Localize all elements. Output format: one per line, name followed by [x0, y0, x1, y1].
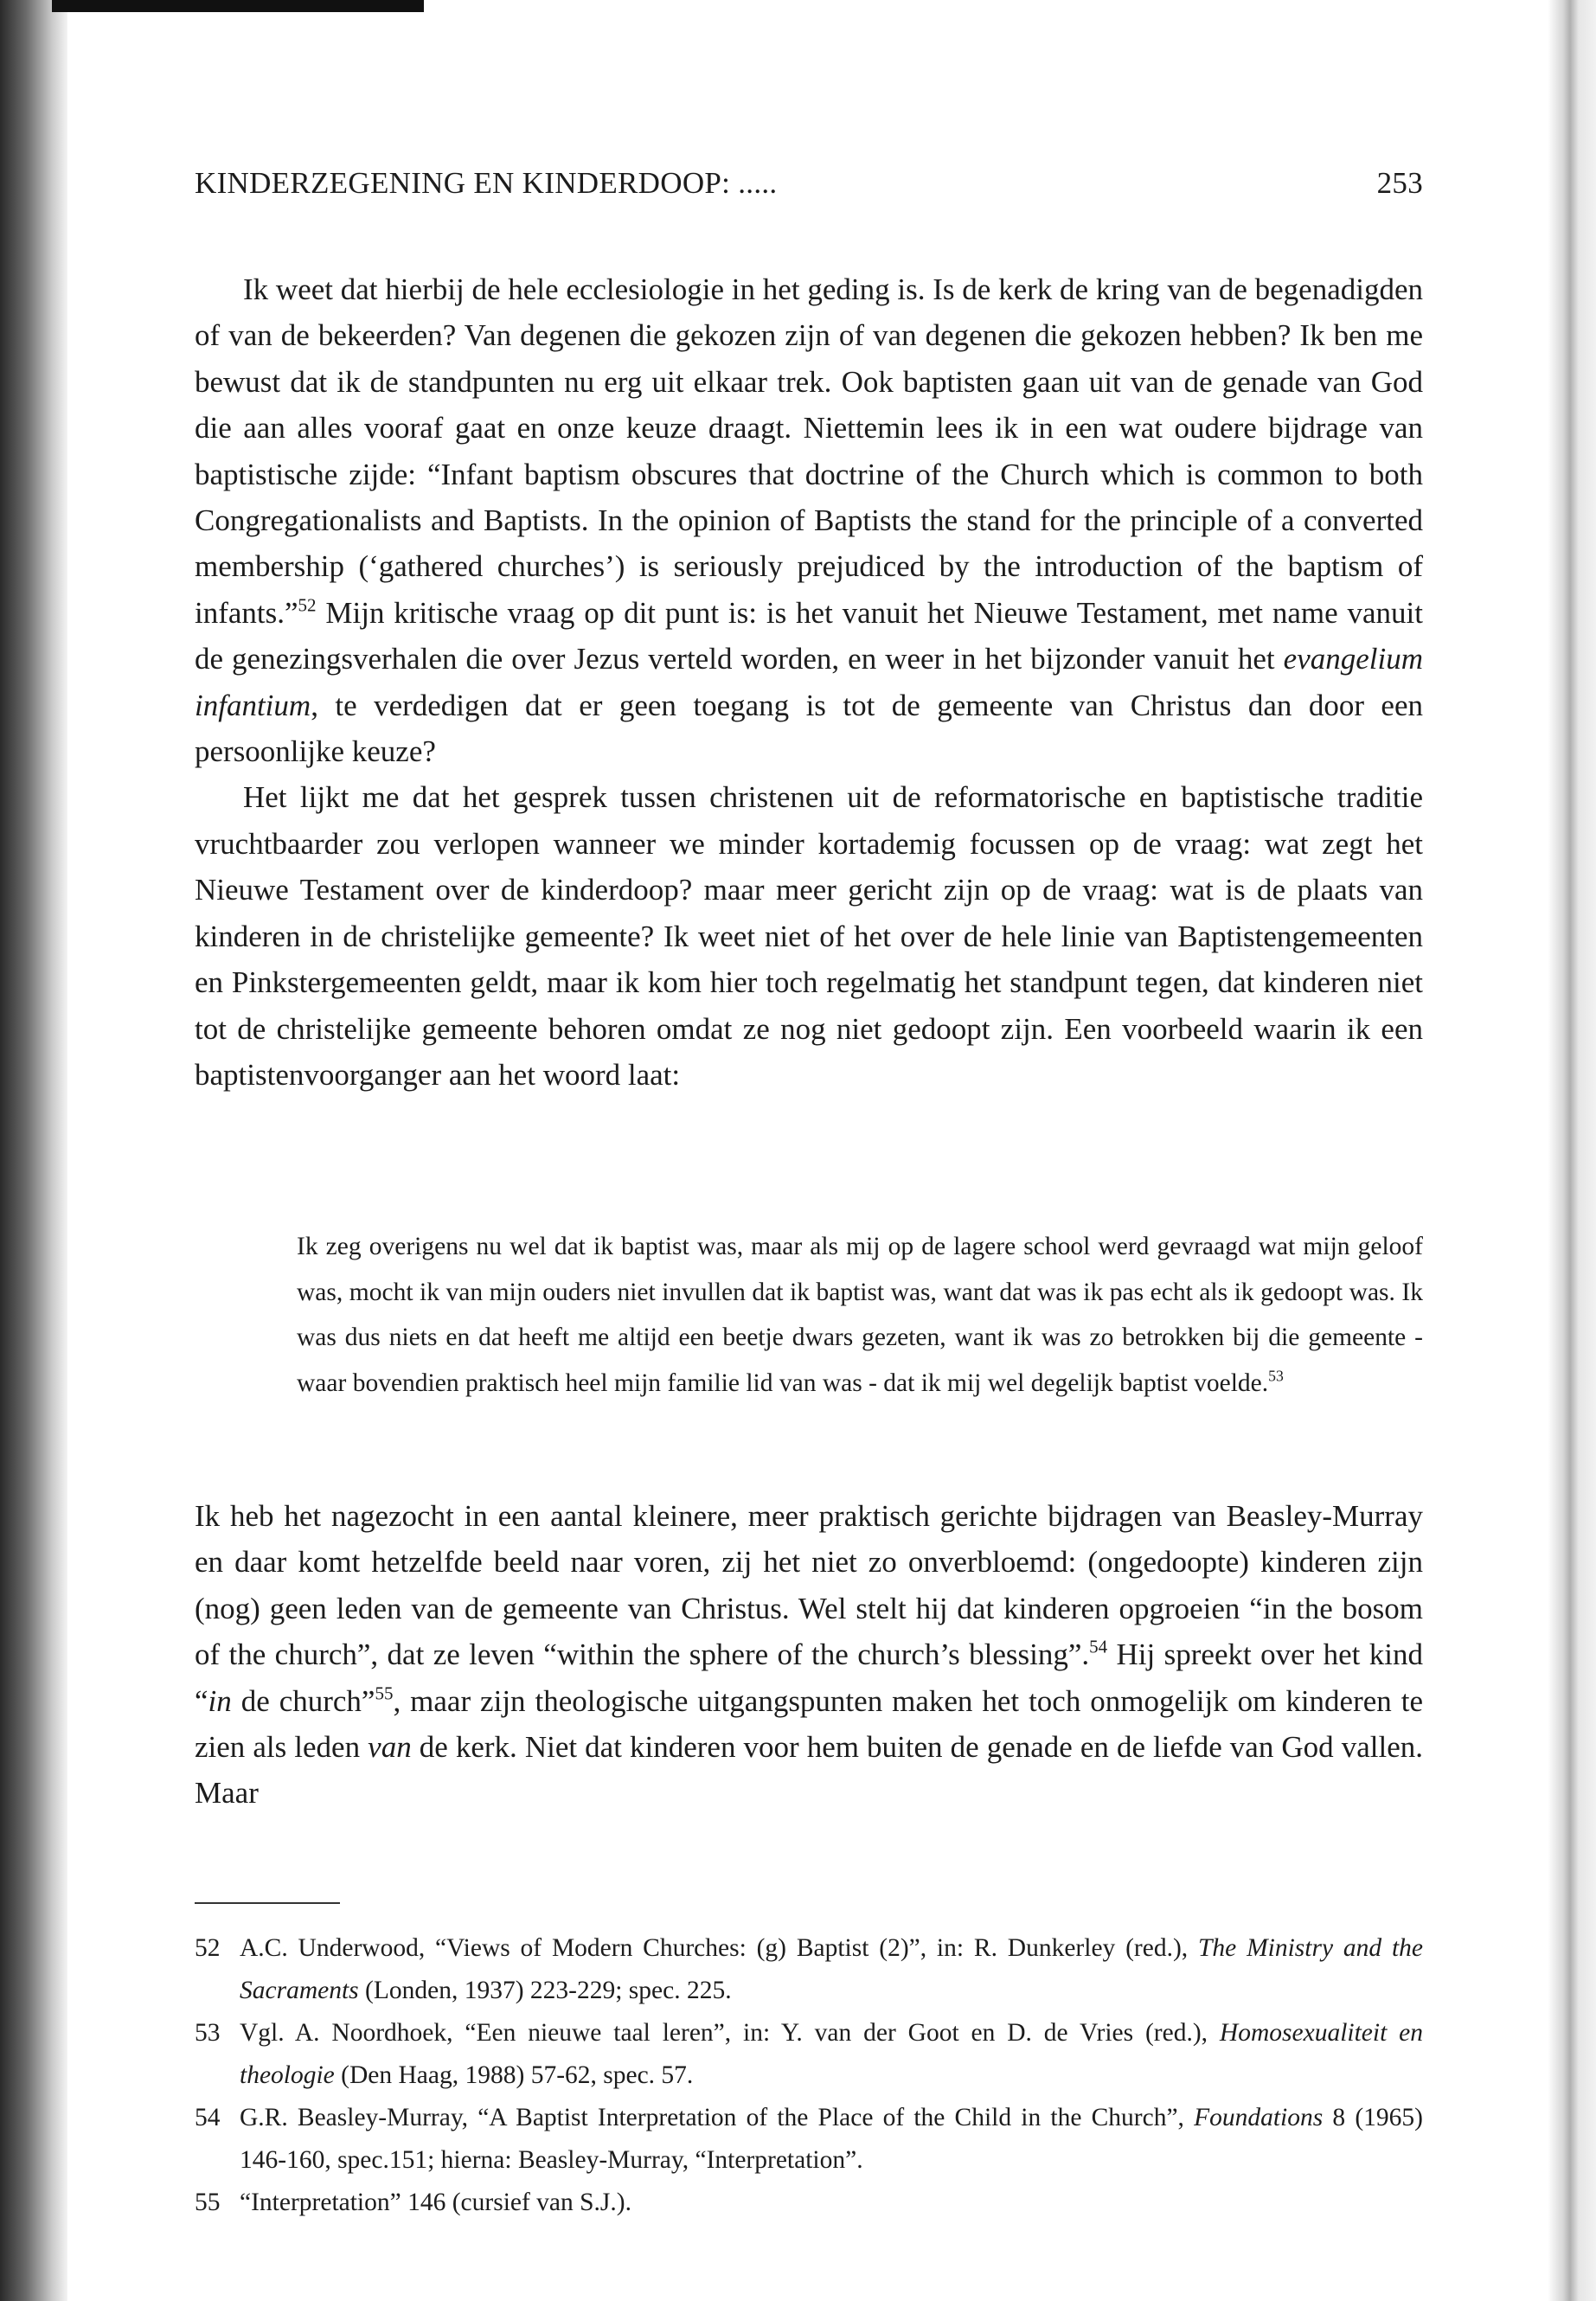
italic-term: evangelium infantium [195, 642, 1423, 722]
footnote-ref-52[interactable]: 52 [298, 594, 317, 616]
footnote-ref-54[interactable]: 54 [1089, 1636, 1108, 1657]
footnote-number: 52 [195, 1934, 221, 1962]
footnote-52: 52 A.C. Underwood, “Views of Modern Churches: (g) Baptist (2)”, in: R. Dunkerley (red.), The Ministry and the Sacraments (Londen, 1937) 223-229; spec. 225. [195, 1927, 1423, 2011]
footnote-ref-53[interactable]: 53 [1268, 1367, 1284, 1385]
footnote-53: 53 Vgl. A. Noordhoek, “Een nieuwe taal leren”, in: Y. van der Goot en D. de Vries (red.), Homosexualiteit en theologie (Den Haag, 1988) 57-62, spec. 57. [195, 2012, 1423, 2096]
main-text-continued [195, 1493, 1423, 1817]
footnote-54: 54 G.R. Beasley-Murray, “A Baptist Interpretation of the Place of the Child in the Church”, Foundations 8 (1965) 146-160, spec.151; hierna: Beasley-Murray, “Interpretation”. [195, 2097, 1423, 2181]
footnotes [195, 1927, 1423, 2225]
page-number: 253 [1376, 166, 1423, 200]
block-quote-text: Ik zeg overigens nu wel dat ik baptist was, maar als mij op de lagere school werd gevraagd wat mijn geloof was, mocht ik van mijn ouders niet invullen dat ik baptist was, want dat was ik pas echt als ik gedoopt was. Ik was dus niets en dat heeft me altijd een beetje dwars gezeten, want ik was zo betrokken bij die gemeente - waar bovendien praktisch heel mijn familie lid van was - dat ik mij wel degelijk baptist voelde. [297, 1233, 1423, 1397]
block-quote [297, 1224, 1423, 1406]
main-text [195, 266, 1423, 1098]
running-head-title: KINDERZEGENING EN KINDERDOOP: ..... [195, 166, 778, 200]
paragraph-1: Ik weet dat hierbij de hele ecclesiologie in het geding is. Is de kerk de kring van de begenadigden of van de bekeerden? Van degenen die gekozen zijn of van degenen die gekozen hebben? Ik ben me bewust dat ik de standpunten nu erg uit elkaar trek. Ook baptisten gaan uit van de genade van God die aan alles vooraf gaat en onze keuze draagt. Niettemin lees ik in een wat oudere bijdrage van baptistische zijde: “Infant baptism obscures that doctrine of the Church which is common to both Congregationalists and Baptists. In the opinion of Baptists the stand for the principle of a converted membership (‘gathered churches’) is seriously prejudiced by the introduction of the baptism of infants.”$^{52}$ Mijn kritische vraag op dit punt is: is het vanuit het Nieuwe Testament, met name vanuit de genezingsverhalen die over Jezus verteld worden, en weer in het bijzonder vanuit het evangelium infantium, te verdedigen dat er geen toegang is tot de gemeente van Christus dan door een persoonlijke keuze? [195, 272, 1423, 769]
footnote-number: 55 [195, 2189, 221, 2216]
footnote-divider [195, 1902, 340, 1904]
paragraph-3: Ik heb het nagezocht in een aantal kleinere, meer praktisch gerichte bijdragen van Beasley-Murray en daar komt hetzelfde beeld naar voren, zij het niet zo onverbloemd: (ongedoopte) kinderen zijn (nog) geen leden van de gemeente van Christus. Wel stelt hij dat kinderen opgroeien “in the bosom of the church”, dat ze leven “within the sphere of the church’s blessing”.$^{54}$ Hij spreekt over het kind “in de church”$^{55}$, maar zijn theologische uitgangspunten maken het toch onmogelijk om kinderen te zien als leden van de kerk. Niet dat kinderen voor hem buiten de genade en de liefde van God vallen. Maar [195, 1499, 1424, 1811]
footnote-ref-55[interactable]: 55 [375, 1682, 394, 1703]
scan-page-edge [1548, 0, 1596, 2301]
footnote-55: 55 “Interpretation” 146 (cursief van S.J.). [195, 2182, 1423, 2224]
paragraph-2: Het lijkt me dat het gesprek tussen christenen uit de reformatorische en baptistische traditie vruchtbaarder zou verlopen wanneer we minder kortademig focussen op de vraag: wat zegt het Nieuwe Testament over de kinderdoop? maar meer gericht zijn op de vraag: wat is de plaats van kinderen in de christelijke gemeente? Ik weet niet of het over de hele linie van Baptistengemeenten en Pinkstergemeenten geldt, maar ik kom hier toch regelmatig het standpunt tegen, dat kinderen niet tot de christelijke gemeente behoren omdat ze nog niet gedoopt zijn. Een voorbeeld waarin ik een baptistenvoorganger aan het woord laat: [195, 780, 1423, 1092]
footnote-number: 53 [195, 2019, 221, 2047]
scan-binding-shadow [0, 0, 67, 2301]
footnote-number: 54 [195, 2104, 221, 2131]
scan-edge-strip [52, 0, 424, 12]
